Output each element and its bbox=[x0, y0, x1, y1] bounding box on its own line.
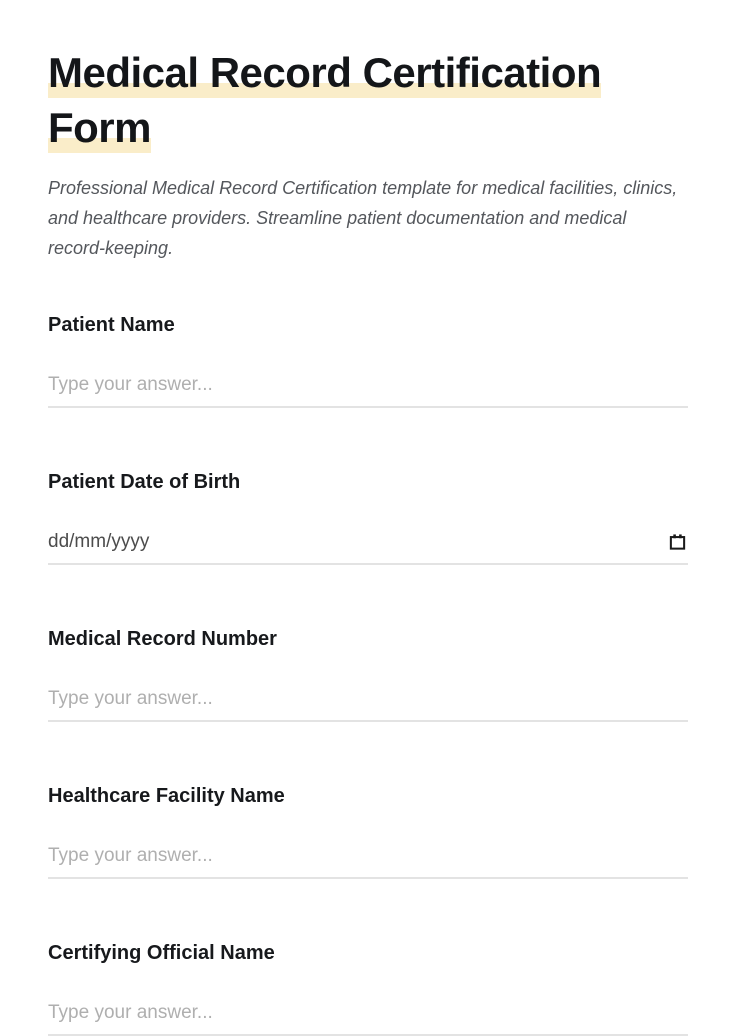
field-input-row bbox=[48, 1001, 688, 1036]
field-input-row bbox=[48, 844, 688, 879]
field-input-row bbox=[48, 530, 688, 565]
field-label: Certifying Official Name bbox=[48, 942, 275, 964]
field-label: Patient Date of Birth bbox=[48, 471, 241, 493]
answer-input[interactable] bbox=[48, 373, 688, 397]
field-label: Medical Record Number bbox=[48, 628, 277, 650]
field-input-row bbox=[48, 373, 688, 408]
field-label: Patient Name bbox=[48, 314, 175, 336]
answer-input[interactable] bbox=[48, 1001, 688, 1025]
page-title-highlight: Medical Record Certification Form bbox=[48, 49, 602, 151]
page-title bbox=[48, 45, 688, 155]
form-field bbox=[48, 939, 688, 1036]
answer-input[interactable] bbox=[48, 530, 688, 554]
field-label: Healthcare Facility Name bbox=[48, 785, 285, 807]
field-input-row bbox=[48, 687, 688, 722]
form-field bbox=[48, 468, 688, 565]
form-field bbox=[48, 311, 688, 408]
calendar-icon[interactable] bbox=[669, 533, 686, 551]
answer-input[interactable] bbox=[48, 687, 688, 711]
form-field bbox=[48, 782, 688, 879]
form-field bbox=[48, 625, 688, 722]
page-description: Professional Medical Record Certification template for medical facilities, clinics, and healthcare providers. Streamline patient documentation and medical record-keeping. bbox=[48, 178, 678, 258]
answer-input[interactable] bbox=[48, 844, 688, 868]
form-fields bbox=[48, 311, 688, 1036]
